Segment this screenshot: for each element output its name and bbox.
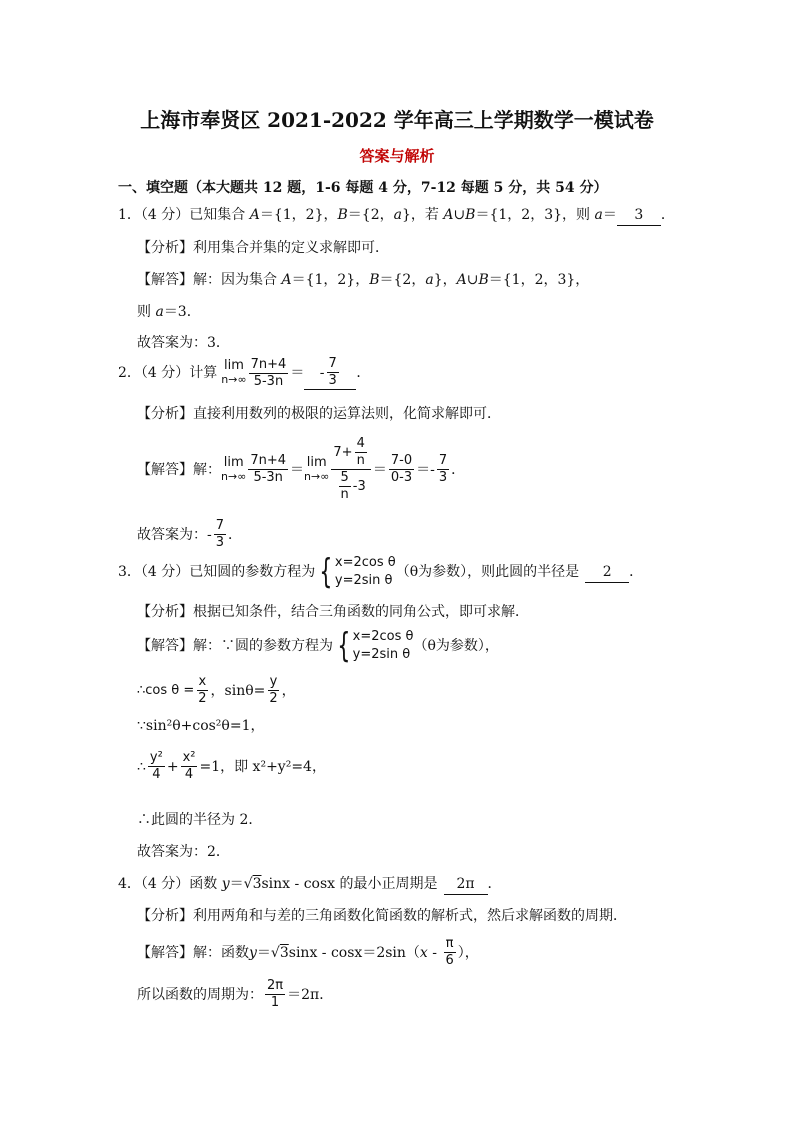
equation-x: x=2cos θ bbox=[334, 555, 396, 570]
q3-step4 bbox=[137, 750, 326, 783]
q3-text: （θ为参数），则此圆的半径是 bbox=[395, 564, 580, 580]
q2-analysis: 【分析】直接利用数列的极限的运算法则，化简求解即可． bbox=[137, 406, 501, 422]
frac-num: 5 bbox=[340, 470, 349, 485]
q3-step-text: ，sinθ= bbox=[210, 682, 266, 699]
frac-den: n bbox=[356, 453, 365, 468]
q2-final-answer-fraction bbox=[214, 518, 226, 551]
q1-sol-text: ＝{1，2}， bbox=[291, 272, 370, 288]
equation-x: x=2cos θ bbox=[352, 629, 414, 644]
frac-num: 7 bbox=[215, 518, 225, 533]
frac-num: 7-0 bbox=[390, 453, 413, 468]
q4-text: ＝ bbox=[229, 876, 244, 892]
brace-icon: { bbox=[319, 552, 333, 592]
frac-num: 7n+4 bbox=[250, 453, 287, 468]
q4-var: x bbox=[419, 944, 428, 961]
q3-step-text: ， bbox=[281, 682, 296, 699]
q1-text: ． bbox=[660, 207, 675, 223]
q3-step3: ∵sin²θ+cos²θ=1， bbox=[137, 718, 265, 734]
q2-eq: ＝ bbox=[372, 461, 387, 478]
q1-text: }，若 bbox=[401, 207, 444, 223]
q2-eq: ＝ bbox=[290, 365, 305, 381]
q1-text: 1．（4 分）已知集合 bbox=[118, 207, 250, 223]
q4-sol-text: ＝ bbox=[256, 944, 271, 961]
q3-analysis: 【分析】根据已知条件，结合三角函数的同角公式，即可求解． bbox=[137, 604, 529, 620]
q1-then-text: ＝3． bbox=[163, 304, 201, 320]
q2-answer-blank bbox=[304, 356, 356, 390]
frac-num: x bbox=[198, 674, 207, 689]
q2-compound-fraction bbox=[331, 436, 370, 503]
lim-word: lim bbox=[223, 454, 244, 470]
q1-sol-text: ＝{2， bbox=[379, 272, 426, 288]
q2-eq: ＝ bbox=[416, 461, 431, 478]
q3-sol-text: （θ为参数）， bbox=[413, 638, 499, 654]
q1-then bbox=[137, 302, 201, 322]
pi-over-6 bbox=[443, 936, 455, 969]
compound-den-tail: -3 bbox=[352, 478, 366, 494]
frac-den: 5-3n bbox=[253, 373, 284, 389]
lim-sub: n→∞ bbox=[304, 469, 330, 483]
q2-final-text: 故答案为： bbox=[137, 526, 207, 543]
q4-period-text: 所以函数的周期为： bbox=[137, 986, 263, 1003]
lim-sub: n→∞ bbox=[221, 373, 247, 386]
q1-text: ＝{2， bbox=[347, 207, 394, 223]
q1-text: ＝{1，2}， bbox=[259, 207, 338, 223]
q2-text: 2．（4 分）计算 bbox=[118, 365, 218, 381]
q3-step-text: =1，即 x²+y²=4， bbox=[199, 758, 326, 775]
q2-sol-label: 【解答】解： bbox=[137, 461, 221, 478]
q3-system bbox=[315, 554, 395, 590]
q4-period bbox=[137, 978, 333, 1011]
q1-then-var: a bbox=[155, 304, 164, 320]
q3-step-text: ∴cos θ = bbox=[137, 682, 195, 698]
q3-solution bbox=[137, 628, 499, 664]
sqrt-sign: √ bbox=[270, 944, 280, 961]
final-sign: - bbox=[207, 526, 212, 543]
sqrt-radicand: 3 bbox=[252, 876, 262, 892]
ans-fraction bbox=[327, 356, 339, 389]
q2-fraction bbox=[249, 357, 289, 390]
q2-stem bbox=[118, 356, 370, 390]
q4-answer-blank: 2π bbox=[444, 874, 488, 895]
frac-num: π bbox=[445, 936, 454, 951]
q4-var: y bbox=[249, 944, 257, 961]
plus-sign: + bbox=[166, 758, 179, 775]
q1-sol-var: a bbox=[425, 272, 434, 288]
frac-num: y² bbox=[149, 750, 163, 765]
frac-num: 7 bbox=[438, 453, 448, 468]
q2-eq: ＝ bbox=[290, 461, 305, 478]
q1-stem bbox=[118, 205, 675, 226]
q4-solution bbox=[137, 936, 479, 969]
q4-text: 4．（4 分）函数 bbox=[118, 876, 222, 892]
page-title: 上海市奉贤区 2021-2022 学年高三上学期数学一模试卷 bbox=[140, 108, 654, 132]
q1-var: B bbox=[337, 207, 348, 223]
q1-then-text: 则 bbox=[137, 304, 156, 320]
equation-system bbox=[335, 554, 396, 590]
x2-over-4 bbox=[181, 750, 198, 783]
y2-over-4 bbox=[148, 750, 165, 783]
ans-sign: - bbox=[319, 364, 325, 381]
q2-sol-limit bbox=[221, 456, 246, 484]
q3-answer-blank: 2 bbox=[585, 562, 629, 583]
brace-icon: { bbox=[337, 626, 351, 666]
q3-final: 故答案为：2． bbox=[137, 844, 230, 860]
q3-step2 bbox=[137, 674, 296, 707]
small-fraction bbox=[355, 436, 367, 469]
q3-text: ． bbox=[629, 564, 644, 580]
frac-den: 6 bbox=[445, 953, 454, 968]
frac-den: 0-3 bbox=[390, 470, 413, 485]
q4-stem bbox=[118, 874, 502, 895]
q1-sol-var: B bbox=[369, 272, 380, 288]
q1-final: 故答案为：3． bbox=[137, 335, 230, 351]
sqrt-sign: √ bbox=[243, 876, 253, 892]
q4-period-text: ＝2π． bbox=[287, 986, 334, 1003]
small-fraction bbox=[339, 470, 351, 503]
q1-text: ＝ bbox=[602, 207, 617, 223]
frac-num: x² bbox=[182, 750, 196, 765]
frac-den: 1 bbox=[270, 995, 280, 1010]
q1-answer-blank: 3 bbox=[617, 205, 661, 226]
q2-text: ． bbox=[356, 365, 371, 381]
q4-text: ． bbox=[487, 876, 502, 892]
q1-solution bbox=[137, 270, 589, 290]
compound-num bbox=[331, 436, 370, 470]
q4-sol-text: - bbox=[427, 944, 442, 961]
frac-num: 7n+4 bbox=[250, 356, 287, 372]
q2-sol-limit-2 bbox=[304, 456, 329, 484]
q3-step-text: ∴ bbox=[137, 758, 146, 775]
frac-den: 4 bbox=[152, 767, 161, 782]
q1-sol-text: ＝{1，2，3}， bbox=[488, 272, 590, 288]
frac-den: 4 bbox=[184, 767, 194, 782]
q2-final-fraction bbox=[437, 453, 449, 486]
q4-sol-text: sinx - cosx＝2sin（ bbox=[288, 944, 420, 961]
q1-var: a bbox=[594, 207, 603, 223]
q3-step5: ∴此圆的半径为 2． bbox=[137, 812, 263, 828]
frac-num: 2π bbox=[267, 978, 284, 993]
frac-den: 3 bbox=[438, 470, 448, 485]
q1-var: a bbox=[393, 207, 402, 223]
frac-den: n bbox=[340, 487, 349, 502]
q2-solution bbox=[137, 436, 465, 503]
q4-sol-text: ）， bbox=[457, 944, 479, 961]
q1-var: A∪B bbox=[443, 207, 476, 223]
q3-sol-text: 【解答】解：∵圆的参数方程为 bbox=[137, 638, 333, 654]
lim-sub: n→∞ bbox=[221, 469, 247, 483]
q4-analysis: 【分析】利用两角和与差的三角函数化简函数的解析式，然后求解函数的周期． bbox=[137, 908, 627, 924]
q4-var: y bbox=[221, 876, 230, 892]
frac-den: 2 bbox=[269, 691, 278, 706]
q3-text: 3．（4 分）已知圆的参数方程为 bbox=[118, 564, 316, 580]
frac-den: 3 bbox=[215, 535, 225, 550]
compound-den bbox=[335, 470, 368, 503]
y-over-2 bbox=[267, 674, 279, 707]
q1-var: A bbox=[249, 207, 260, 223]
q4-sol-text: 【解答】解：函数 bbox=[137, 944, 249, 961]
frac-num: 4 bbox=[356, 436, 365, 451]
q4-text: sinx - cosx 的最小正周期是 bbox=[261, 876, 438, 892]
sqrt-radicand: 3 bbox=[279, 944, 289, 961]
equation-y: y=2sin θ bbox=[352, 647, 411, 662]
x-over-2 bbox=[196, 674, 208, 707]
lim-word: lim bbox=[306, 454, 327, 470]
q2-text: ． bbox=[451, 461, 466, 478]
page-subtitle: 答案与解析 bbox=[359, 147, 435, 165]
lim-word: lim bbox=[224, 358, 244, 373]
q2-limit bbox=[221, 359, 246, 387]
q2-sol-fraction bbox=[248, 453, 288, 486]
equation-y: y=2sin θ bbox=[334, 573, 393, 588]
q1-sol-var: A bbox=[281, 272, 292, 288]
q1-sol-var: A∪B bbox=[456, 272, 489, 288]
q3-sol-system bbox=[333, 628, 413, 664]
frac-den: 3 bbox=[328, 373, 337, 388]
section-heading: 一、填空题（本大题共 12 题，1-6 每题 4 分，7-12 每题 5 分，共 54 分） bbox=[118, 180, 608, 196]
q2-result-fraction bbox=[389, 453, 414, 486]
frac-den: 2 bbox=[198, 691, 207, 706]
q1-analysis: 【分析】利用集合并集的定义求解即可． bbox=[137, 240, 389, 256]
q2-final bbox=[137, 518, 242, 551]
frac-den: 5-3n bbox=[253, 470, 283, 485]
q1-sol-text: 【解答】解：因为集合 bbox=[137, 272, 282, 288]
q3-stem bbox=[118, 554, 643, 590]
period-fraction bbox=[265, 978, 285, 1011]
frac-num: y bbox=[269, 674, 278, 689]
frac-num: 7 bbox=[328, 356, 337, 371]
res-sign: - bbox=[430, 461, 435, 478]
q2-final-text: ． bbox=[228, 526, 243, 543]
q1-text: ＝{1，2，3}，则 bbox=[475, 207, 595, 223]
equation-system bbox=[353, 628, 414, 664]
compound-num-text: 7+ bbox=[333, 444, 353, 460]
q1-sol-text: }， bbox=[433, 272, 457, 288]
